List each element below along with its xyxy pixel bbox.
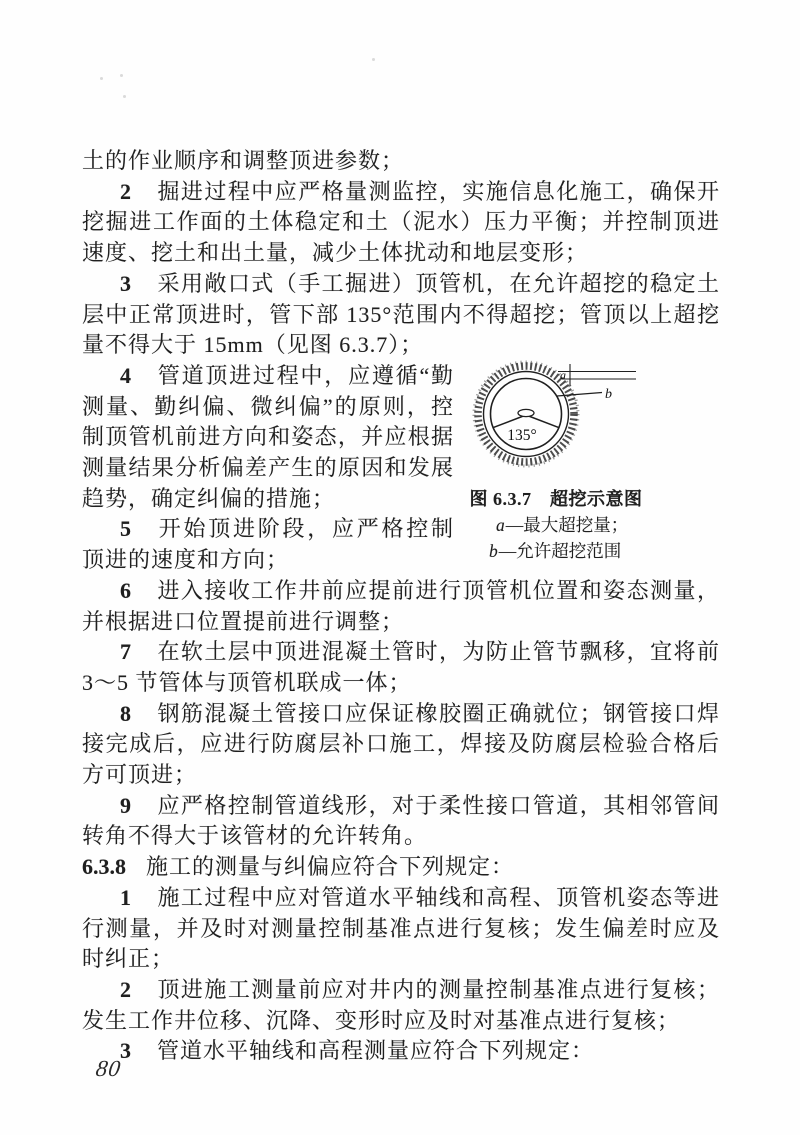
item-text: 掘进过程中应严格量测监控，实施信息化施工，确保开挖掘进工作面的土体稳定和土（泥水）压力平衡；并控制顶进速度、挖土和出土量，减少土体扰动和地层变形； — [82, 178, 720, 266]
legend-text: —允许超挖范围 — [498, 540, 622, 561]
clause-number: 6.3.8 — [82, 854, 126, 880]
clause-paragraph — [82, 883, 720, 975]
clause-paragraph — [82, 699, 720, 791]
scan-speck — [123, 95, 126, 98]
item-number: 8 — [120, 700, 131, 726]
clause-paragraph — [82, 576, 720, 637]
scan-speck — [100, 77, 103, 80]
clause-paragraph — [82, 637, 720, 698]
item-number: 1 — [120, 884, 131, 910]
clause-text: 施工的测量与纠偏应符合下列规定： — [146, 854, 515, 880]
item-text: 土的作业顺序和调整顶进参数； — [82, 148, 405, 173]
figure-caption: 图 6.3.7 超挖示意图 — [469, 489, 643, 509]
item-text: 顶进施工测量前应对井内的测量控制基准点进行复核；发生工作井位移、沉降、变形时应及时对基准点进行复核； — [82, 976, 720, 1033]
clause-paragraph — [82, 269, 720, 361]
item-number: 6 — [120, 577, 131, 603]
item-text: 钢筋混凝土管接口应保证橡胶圈正确就位；钢管接口焊接完成后，应进行防腐层补口施工，焊接及防腐层检验合格后方可顶进； — [82, 700, 720, 788]
legend-text: —最大超挖量； — [505, 515, 629, 535]
clause-heading — [82, 852, 720, 883]
item-text: 开始顶进阶段，应严格控制顶进的速度和方向； — [82, 516, 454, 573]
item-text: 管道顶进过程中，应遵循“勤测量、勤纠偏、微纠偏”的原则，控制顶管机前进方向和姿态，并应根据测量结果分析偏差产生的原因和发展趋势，确定纠偏的措施； — [82, 362, 454, 511]
dim-label-a: a — [560, 368, 566, 382]
item-text: 在软土层中顶进混凝土管时，为防止管节飘移，宜将前 3～5 节管体与顶管机联成一体； — [82, 639, 720, 695]
item-text: 应严格控制管道线形，对于柔性接口管道，其相邻管间转角不得大于该管材的允许转角。 — [82, 792, 720, 849]
angle-label: 135° — [507, 427, 537, 444]
item-number: 5 — [120, 516, 131, 542]
scan-speck — [372, 58, 375, 61]
legend-row — [458, 513, 654, 539]
item-number: 7 — [120, 639, 131, 665]
clause-paragraph — [82, 361, 454, 515]
clause-paragraph — [82, 975, 720, 1036]
item-text: 采用敞口式（手工掘进）顶管机，在允许超挖的稳定土层中正常顶进时，管下部 135°范围内不得超挖；管顶以上超挖量不得大于 15mm（见图 6.3.7）； — [82, 270, 720, 358]
item-text: 进入接收工作井前应提前进行顶管机位置和姿态测量，并根据进口位置提前进行调整； — [82, 577, 720, 634]
clause-paragraph — [82, 514, 454, 575]
item-number: 3 — [120, 270, 131, 296]
item-number: 9 — [120, 792, 131, 818]
item-number: 3 — [120, 1038, 131, 1064]
page-number: 80 — [94, 1056, 123, 1081]
clause-paragraph — [82, 177, 720, 269]
legend-letter: b — [489, 540, 498, 561]
figure-legend — [458, 513, 654, 565]
legend-letter: a — [496, 515, 505, 535]
legend-row — [458, 539, 654, 565]
dim-label-b: b — [605, 387, 612, 402]
clause-paragraph — [82, 791, 720, 852]
clause-paragraph — [82, 146, 720, 177]
item-number: 4 — [120, 362, 131, 388]
item-text: 施工过程中应对管道水平轴线和高程、顶管机姿态等进行测量，并及时对测量控制基准点进行复核；发生偏差时应及时纠正； — [82, 884, 720, 972]
excavation-diagram — [458, 356, 654, 484]
scan-speck — [120, 74, 123, 77]
figure-637 — [458, 356, 654, 565]
item-number: 2 — [120, 976, 131, 1002]
item-number: 2 — [120, 178, 131, 204]
item-text: 管道水平轴线和高程测量应符合下列规定： — [157, 1038, 595, 1064]
text-column — [82, 146, 720, 1067]
clause-paragraph — [82, 1036, 720, 1067]
center-ellipse — [518, 409, 534, 416]
